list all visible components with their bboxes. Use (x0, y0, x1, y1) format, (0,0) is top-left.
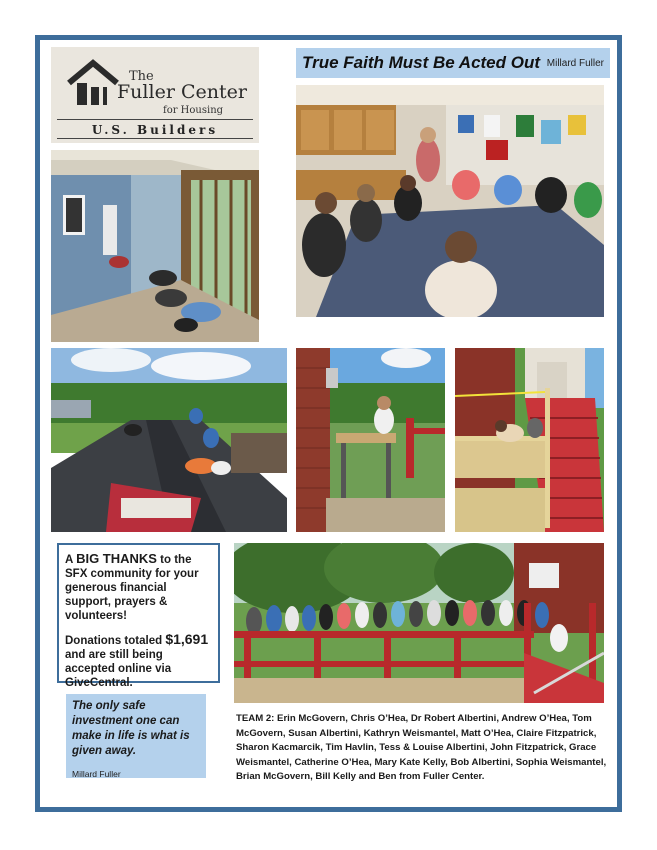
thanks-message (65, 552, 212, 623)
photo-team-group (234, 543, 604, 703)
logo-rule-top (57, 119, 253, 120)
title-author: Millard Fuller (546, 57, 604, 69)
donations-suffix: and are still being accepted online via GiveCentral. (65, 649, 172, 689)
logo-line-sub: for Housing (163, 105, 224, 116)
thanks-box (57, 543, 220, 689)
photo-group-dinner (296, 85, 604, 317)
quote-author: Millard Fuller (72, 769, 121, 779)
fuller-center-logo (51, 47, 259, 143)
logo-line-the: The (129, 69, 154, 84)
photo-saw-cutting (296, 348, 445, 532)
big-thanks-text: BIG THANKS (76, 551, 157, 566)
photo-porch-painting (51, 150, 259, 342)
header-bar (296, 48, 610, 78)
logo-line-name: Fuller Center (117, 81, 247, 103)
logo-line-us-builders: U.S. Builders (91, 123, 219, 137)
house-logo-icon (65, 57, 121, 107)
logo-rule-bottom (57, 138, 253, 139)
donations-prefix: Donations totaled (65, 635, 166, 647)
page-title: True Faith Must Be Acted Out (302, 53, 541, 72)
thanks-message-rest: to the SFX community for your generous financial support, prayers & volunteers! (65, 554, 199, 622)
donation-amount: $1,691 (165, 631, 209, 647)
photo-roofing (51, 348, 287, 532)
donations-message (65, 632, 212, 690)
photo-red-stairs (455, 348, 604, 532)
thanks-lead: A (65, 554, 77, 566)
quote-box (66, 694, 206, 778)
quote-text: The only safe investment one can make in life is what is given away. (72, 700, 190, 757)
team-list: TEAM 2: Erin McGovern, Chris O’Hea, Dr Robert Albertini, Andrew O’Hea, Tom McGovern, Susan Albertini, Kathryn Weismantel, Matt O’Hea, Claire Fitzpatrick, Sharon Kacmarcik, Tim Havlin, Tess & Louise Albertini, John Fitzpatrick, Grace Weismantel, Catherine O’Hea, Mary Kate Kelly, Bob Albertini, Sophia Weismantel, Brian McGovern, Bill Kelly and Ben from Fuller Center. (236, 713, 607, 782)
